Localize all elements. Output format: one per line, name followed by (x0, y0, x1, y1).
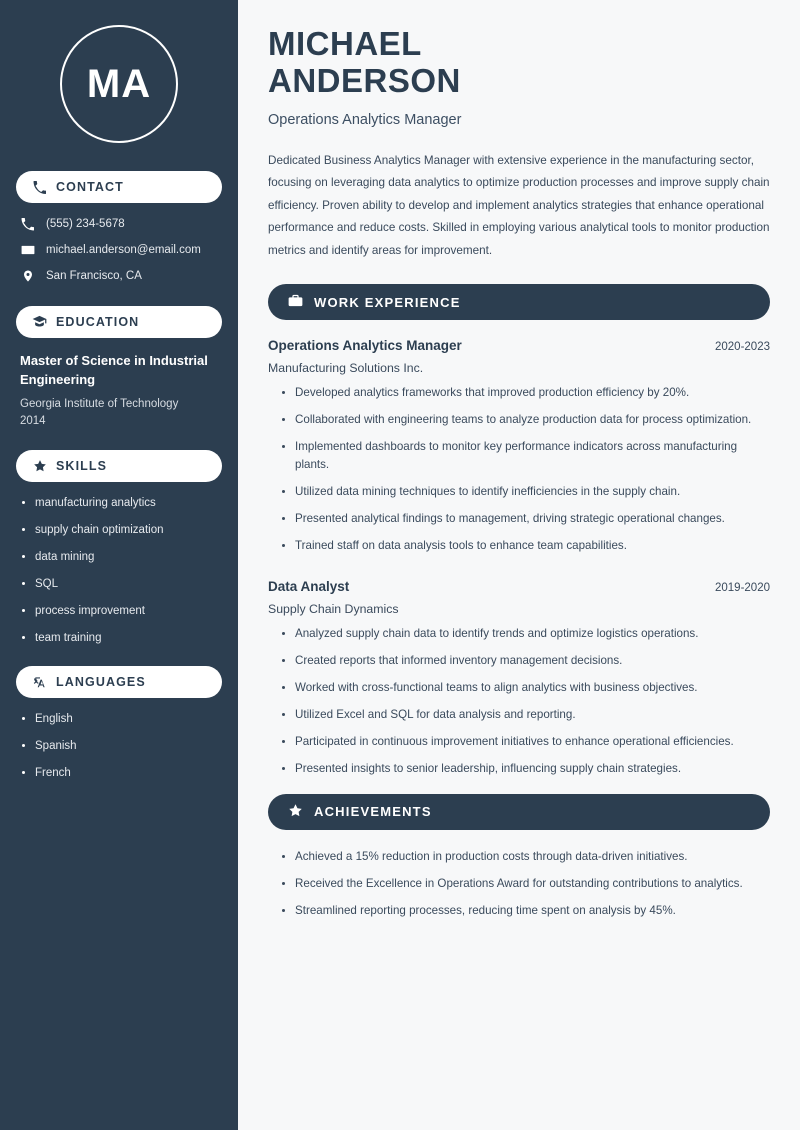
list-item: team training (22, 631, 222, 646)
list-item: process improvement (22, 604, 222, 619)
job-bullets (268, 384, 770, 555)
job-dates: 2019-2020 (715, 582, 770, 595)
list-item: Collaborated with engineering teams to analyze production data for process optimization. (282, 411, 770, 429)
contact-email-row (20, 243, 222, 258)
list-item: SQL (22, 577, 222, 592)
email-icon (20, 243, 35, 257)
list-item: manufacturing analytics (22, 496, 222, 511)
education-school: Georgia Institute of Technology (20, 397, 179, 410)
education-year: 2014 (20, 414, 46, 427)
list-item: Streamlined reporting processes, reducing time spent on analysis by 45%. (282, 902, 770, 920)
section-header-work-experience-label: WORK EXPERIENCE (314, 294, 461, 310)
list-item: English (22, 712, 222, 727)
list-item: Developed analytics frameworks that improved production efficiency by 20%. (282, 384, 770, 402)
professional-summary: Dedicated Business Analytics Manager with extensive experience in the manufacturing sector, focusing on leveraging data analytics to optimize production processes and improve supply chain efficiency. Proven ability to develop and implement analytics strategies that enhance operational performance and reduce costs. Skilled in employing various analytical tools to monitor production metrics and identify areas for improvement. (268, 153, 770, 257)
list-item: Spanish (22, 739, 222, 754)
job-header (268, 338, 770, 353)
sidebar (0, 0, 238, 1130)
list-item: Utilized data mining techniques to identify inefficiencies in the supply chain. (282, 483, 770, 501)
list-item: Received the Excellence in Operations Award for outstanding contributions to analytics. (282, 875, 770, 893)
section-header-achievements-label: ACHIEVEMENTS (314, 804, 432, 820)
contact-phone-row (20, 217, 222, 232)
briefcase-icon (288, 293, 303, 311)
work-experience-entry (268, 338, 770, 555)
section-header-contact-label: CONTACT (56, 180, 124, 194)
section-header-education-label: EDUCATION (56, 314, 140, 329)
avatar: MA (60, 25, 178, 143)
spacer (268, 571, 770, 579)
star-icon (32, 459, 47, 474)
last-name: ANDERSON (268, 61, 461, 99)
list-item: Achieved a 15% reduction in production costs through data-driven initiatives. (282, 848, 770, 866)
avatar-wrapper (16, 25, 222, 143)
section-header-education (16, 306, 222, 338)
skills-list (16, 496, 222, 646)
job-header (268, 579, 770, 594)
list-item: Participated in continuous improvement initiatives to enhance operational efficiencies. (282, 733, 770, 751)
list-item: Utilized Excel and SQL for data analysis and reporting. (282, 706, 770, 724)
contact-email-value[interactable]: michael.anderson@email.com (46, 243, 201, 256)
section-header-contact (16, 171, 222, 203)
translate-icon (32, 674, 47, 689)
list-item: Trained staff on data analysis tools to enhance team capabilities. (282, 537, 770, 555)
location-pin-icon (20, 269, 35, 283)
contact-location-value: San Francisco, CA (46, 269, 142, 282)
list-item: Implemented dashboards to monitor key performance indicators across manufacturing plants. (282, 438, 770, 474)
list-item: Created reports that informed inventory management decisions. (282, 652, 770, 670)
section-header-achievements (268, 794, 770, 830)
list-item: French (22, 766, 222, 781)
page-title (268, 26, 770, 100)
contact-phone-value[interactable]: (555) 234-5678 (46, 218, 125, 230)
job-role: Data Analyst (268, 579, 350, 595)
section-header-skills (16, 450, 222, 482)
list-item: Worked with cross-functional teams to align analytics with business objectives. (282, 679, 770, 697)
first-name: MICHAEL (268, 25, 422, 62)
section-header-languages-label: LANGUAGES (56, 674, 146, 689)
main-content (238, 0, 800, 1130)
list-item: Analyzed supply chain data to identify trends and optimize logistics operations. (282, 625, 770, 643)
list-item: Presented analytical findings to management, driving strategic operational changes. (282, 510, 770, 528)
contact-location-row (20, 269, 222, 284)
languages-list (16, 712, 222, 781)
section-header-skills-label: SKILLS (56, 459, 108, 473)
section-header-languages (16, 666, 222, 698)
job-company: Manufacturing Solutions Inc. (268, 361, 424, 376)
star-icon (288, 803, 303, 821)
list-item: Presented insights to senior leadership, influencing supply chain strategies. (282, 760, 770, 778)
work-experience-entry (268, 579, 770, 778)
job-role: Operations Analytics Manager (268, 338, 462, 354)
job-dates: 2020-2023 (715, 341, 770, 354)
education-entry (16, 352, 222, 430)
list-item: supply chain optimization (22, 523, 222, 538)
section-header-work-experience (268, 284, 770, 320)
education-degree: Master of Science in Industrial Engineering (20, 352, 208, 387)
job-bullets (268, 625, 770, 778)
job-company: Supply Chain Dynamics (268, 602, 399, 617)
list-item: data mining (22, 550, 222, 565)
achievements-list (268, 848, 770, 920)
phone-icon (20, 218, 35, 231)
headline-job-title: Operations Analytics Manager (268, 111, 462, 128)
phone-icon (32, 180, 47, 195)
contact-list (16, 217, 222, 284)
graduation-cap-icon (32, 314, 47, 329)
